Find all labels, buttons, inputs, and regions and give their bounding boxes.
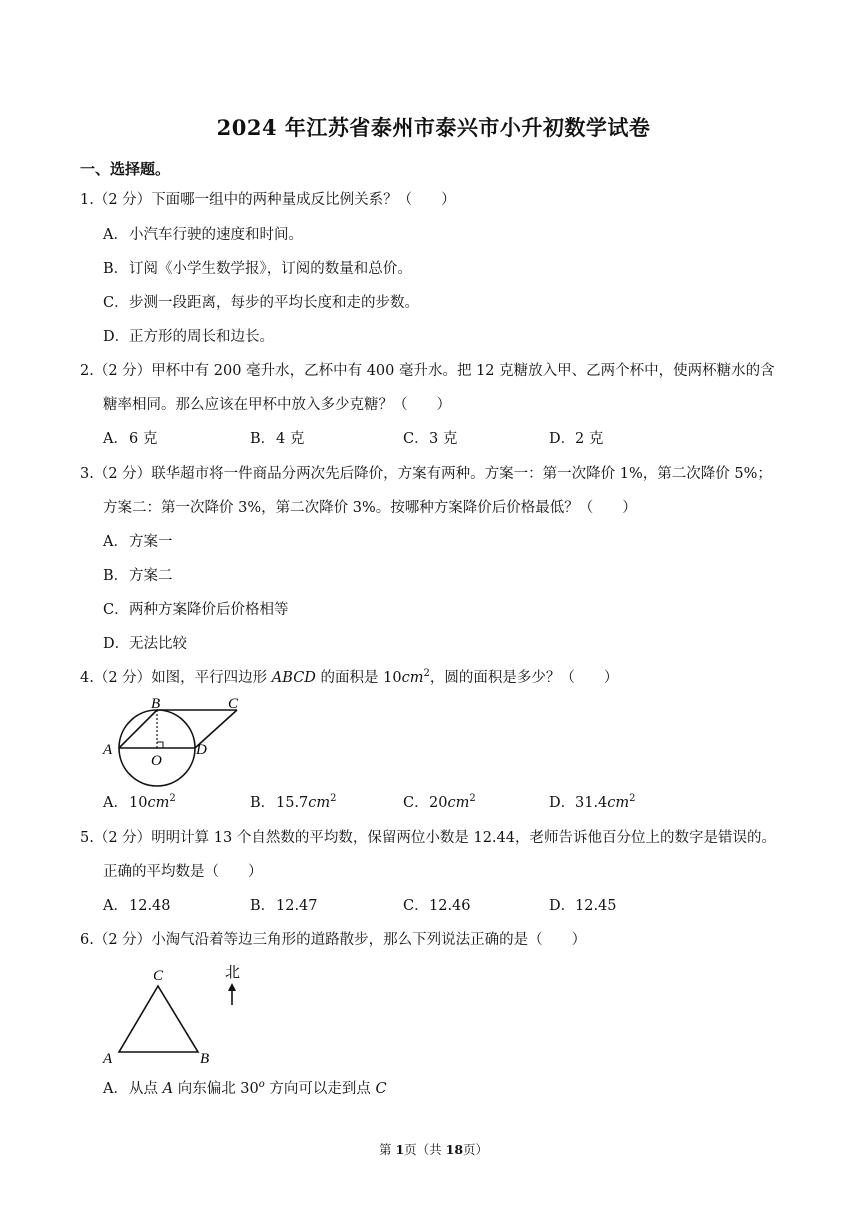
option-label: C． (103, 295, 129, 311)
question-text: 联华超市将一件商品分两次先后降价，方案有两种。方案一：第一次降价 1%，第二次降价 5%； (151, 466, 772, 482)
option-d (549, 429, 603, 449)
option-text: 小汽车行驶的速度和时间。 (129, 227, 303, 243)
option-text: 无法比较 (129, 636, 187, 652)
option-text: 两种方案降价后价格相等 (129, 602, 289, 618)
point-name: C (375, 1081, 387, 1097)
option-label: C． (403, 898, 429, 914)
option-b (103, 566, 173, 586)
option-text: 2 克 (575, 431, 604, 447)
exponent: 2 (423, 668, 430, 680)
option-label: B． (103, 261, 129, 277)
label-o: O (151, 753, 162, 769)
option-text: 12.46 (429, 898, 471, 914)
option-text: 6 克 (129, 431, 158, 447)
question-score: （2 分） (93, 830, 152, 846)
option-value: 15.7 (276, 795, 309, 811)
footer-prefix: 第 (378, 1142, 396, 1157)
option-a (103, 1079, 387, 1099)
question-5 (80, 828, 776, 848)
option-label: A． (103, 227, 128, 243)
question-4 (80, 668, 618, 688)
option-label: B． (103, 568, 129, 584)
unit: cm (447, 795, 470, 811)
question-number: 1. (80, 192, 94, 208)
question-3 (80, 464, 772, 484)
question-5-line-2: 正确的平均数是（ ） (103, 864, 263, 880)
option-label: D． (103, 636, 130, 652)
page-total: 18 (445, 1142, 464, 1157)
question-2-line-2: 糖率相同。那么应该在甲杯中放入多少克糖？（ ） (103, 397, 451, 413)
option-label: C． (103, 602, 129, 618)
option-b (103, 259, 412, 279)
question-score: （2 分） (93, 466, 152, 482)
option-value: 10 (129, 795, 148, 811)
option-text: 方案二 (129, 568, 173, 584)
exponent: 2 (629, 793, 636, 805)
unit: cm (607, 795, 630, 811)
point-name: A (162, 1081, 174, 1097)
option-d (549, 896, 617, 916)
option-label: C． (403, 431, 429, 447)
page-number: 1 (395, 1142, 405, 1157)
option-label: D． (549, 898, 576, 914)
equilateral-triangle (119, 986, 198, 1052)
question-text: 的面积是 10 (315, 670, 402, 686)
option-a (103, 532, 173, 552)
option-a (103, 429, 157, 449)
shape-name: ABCD (271, 670, 316, 686)
option-text: 向东偏北 30 (173, 1081, 259, 1097)
option-label: A． (103, 898, 128, 914)
label-a: A (103, 742, 113, 758)
option-text: 步测一段距离，每步的平均长度和走的步数。 (129, 295, 419, 311)
question-text: 甲杯中有 200 毫升水，乙杯中有 400 毫升水。把 12 克糖放入甲、乙两个杯中，使两杯糖水的含 (151, 363, 775, 379)
page-footer (0, 1140, 867, 1158)
option-label: A． (103, 1081, 128, 1097)
question-score: （2 分） (93, 363, 152, 379)
option-text: 4 克 (276, 431, 305, 447)
question-text: ，圆的面积是多少？（ ） (429, 670, 619, 686)
question-1 (80, 190, 456, 210)
section-heading: 一、选择题。 (80, 160, 171, 178)
option-label: A． (103, 431, 128, 447)
option-d (103, 634, 187, 654)
option-b (250, 429, 304, 449)
option-c (103, 600, 289, 620)
option-b (250, 896, 318, 916)
option-b (250, 793, 337, 813)
question-text: 明明计算 13 个自然数的平均数，保留两位小数是 12.44，老师告诉他百分位上的数字是错误的。 (151, 830, 776, 846)
option-label: D． (549, 431, 576, 447)
label-c: C (153, 968, 164, 984)
question-6 (80, 930, 586, 950)
question-3-line-2: 方案二：第一次降价 3%，第二次降价 3%。按哪种方案降价后价格最低？（ ） (103, 500, 637, 516)
parallelogram-circle-figure (98, 692, 258, 792)
option-value: 31.4 (575, 795, 608, 811)
triangle-figure (98, 958, 258, 1070)
label-b: B (200, 1051, 210, 1067)
degree-mark: o (258, 1079, 265, 1091)
question-number: 4. (80, 670, 94, 686)
option-text: 正方形的周长和边长。 (129, 329, 274, 345)
exponent: 2 (469, 793, 476, 805)
page-title: 2024 年江苏省泰州市泰兴市小升初数学试卷 (216, 115, 651, 140)
north-label: 北 (225, 965, 241, 981)
option-value: 20 (429, 795, 448, 811)
option-text: 订阅《小学生数学报》，订阅的数量和总价。 (129, 261, 412, 277)
option-label: B． (250, 431, 276, 447)
question-text: 小淘气沿着等边三角形的道路散步，那么下列说法正确的是（ ） (151, 932, 587, 948)
option-a (103, 793, 176, 813)
question-number: 6. (80, 932, 94, 948)
option-d (103, 327, 274, 347)
label-d: D (196, 742, 207, 758)
option-text: 12.48 (129, 898, 171, 914)
option-text: 12.47 (276, 898, 318, 914)
question-number: 2. (80, 363, 94, 379)
question-text: 如图，平行四边形 (151, 670, 272, 686)
option-label: D． (549, 795, 576, 811)
option-c (103, 293, 419, 313)
label-c: C (228, 696, 239, 712)
option-a (103, 896, 171, 916)
unit: cm (401, 670, 424, 686)
option-label: B． (250, 795, 276, 811)
option-c (403, 429, 457, 449)
north-arrow-icon (228, 983, 236, 1005)
question-score: （2 分） (93, 192, 152, 208)
label-b: B (151, 696, 161, 712)
option-c (403, 793, 476, 813)
unit: cm (308, 795, 331, 811)
question-score: （2 分） (93, 670, 152, 686)
footer-suffix: 页） (463, 1142, 489, 1157)
question-number: 5. (80, 830, 94, 846)
option-label: A． (103, 795, 128, 811)
option-text: 3 克 (429, 431, 458, 447)
right-angle-mark (157, 742, 163, 748)
option-c (403, 896, 471, 916)
option-label: A． (103, 534, 128, 550)
option-label: B． (250, 898, 276, 914)
option-d (549, 793, 636, 813)
exponent: 2 (330, 793, 337, 805)
question-text: 下面哪一组中的两种量成反比例关系？（ ） (151, 192, 456, 208)
option-text: 方案一 (129, 534, 173, 550)
label-a: A (103, 1051, 113, 1067)
exponent: 2 (169, 793, 176, 805)
option-text: 从点 (129, 1081, 163, 1097)
question-2 (80, 361, 775, 381)
option-a (103, 225, 303, 245)
option-label: C． (403, 795, 429, 811)
option-label: D． (103, 329, 130, 345)
question-score: （2 分） (93, 932, 152, 948)
option-text: 方向可以走到点 (264, 1081, 376, 1097)
question-number: 3. (80, 466, 94, 482)
unit: cm (147, 795, 170, 811)
option-text: 12.45 (575, 898, 617, 914)
footer-mid: 页（共 (404, 1142, 446, 1157)
